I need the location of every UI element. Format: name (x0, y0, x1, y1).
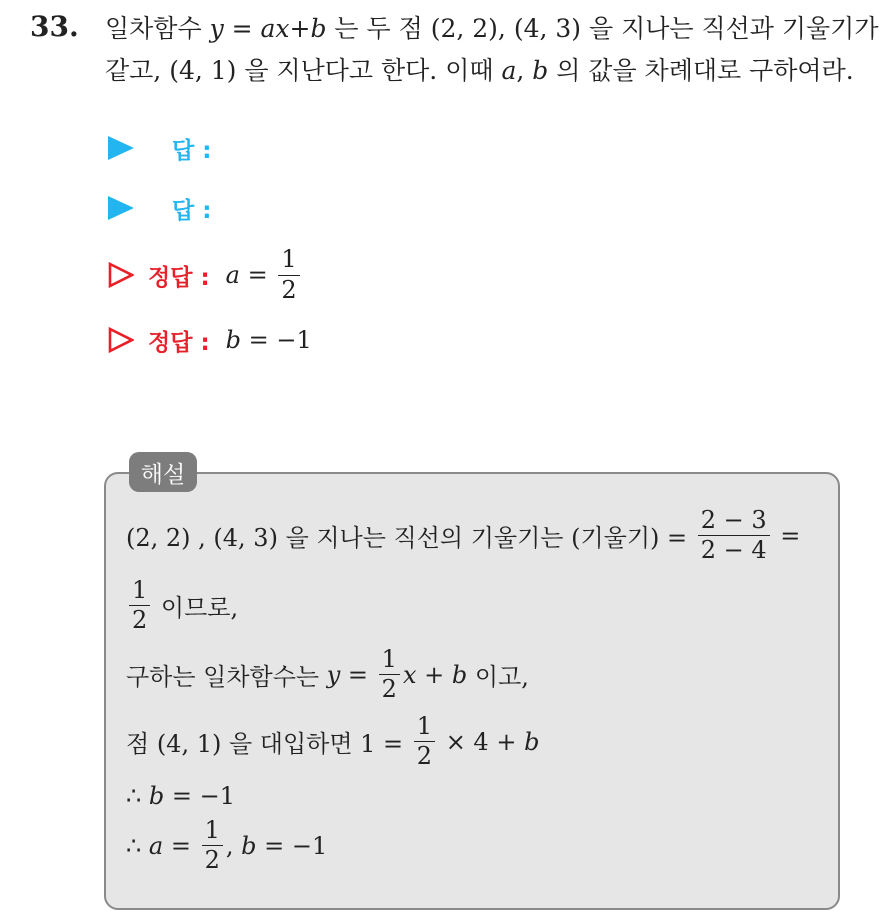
solution-line-5 (126, 782, 235, 810)
fraction (129, 578, 150, 633)
answer-label: 답 : (172, 137, 212, 164)
equals: = (239, 261, 276, 289)
solution-line-3 (126, 647, 529, 702)
question-text: 일차함수 (105, 14, 210, 43)
outline-triangle-icon (108, 262, 134, 288)
denominator: 2 (381, 675, 397, 704)
question-text-line-1 (105, 16, 878, 41)
solution-line-1 (126, 508, 800, 563)
numerator: 1 (379, 647, 400, 675)
equals: = (163, 831, 199, 860)
numerator: 1 (129, 578, 150, 606)
solution-text: 구하는 일차함수는 (126, 663, 327, 692)
question-text-line-2 (105, 58, 854, 83)
correct-answer-b (108, 320, 312, 360)
denominator: 2 − 4 (700, 536, 767, 565)
filled-triangle-icon (108, 196, 134, 220)
question-text: 같고, (4, 1) 을 지난다고 한다. 이때 (105, 56, 502, 85)
equals: = (772, 521, 801, 550)
question-text: 의 값을 차례대로 구하여라. (548, 56, 854, 85)
denominator: 2 (416, 742, 433, 771)
numerator: 2 − 3 (698, 508, 770, 536)
numerator: 1 (414, 714, 435, 742)
var-b: b (225, 326, 242, 354)
answer-a-value (226, 247, 303, 302)
numerator: 1 (202, 818, 223, 846)
denominator: 2 (281, 275, 297, 304)
denominator: 2 (204, 846, 220, 875)
fraction (278, 247, 299, 302)
filled-triangle-icon (108, 136, 134, 160)
comma: , (225, 831, 242, 860)
outline-triangle-icon (108, 327, 134, 353)
var-a: a (225, 261, 240, 289)
correct-answer-label: 정답 : (148, 329, 210, 356)
equals: = (340, 660, 376, 689)
answer-blank-1[interactable] (108, 128, 211, 168)
answer-b-value (226, 326, 312, 354)
question-number: 33. (30, 10, 79, 43)
plus: + (416, 660, 452, 689)
var-b: b (524, 727, 540, 756)
therefore-symbol: ∴ (126, 831, 149, 860)
solution-text: = −1 (164, 782, 236, 810)
correct-answer-label: 정답 : (148, 264, 210, 291)
solution-text: = −1 (256, 831, 328, 860)
numerator: 1 (278, 247, 299, 275)
fraction (202, 818, 223, 873)
solution-text: 이고, (467, 663, 529, 692)
answer-label: 답 : (172, 197, 212, 224)
solution-text: × 4 + (438, 727, 525, 756)
var-b: b (241, 831, 257, 860)
function-expression: y = ax+b (209, 14, 327, 43)
fraction (414, 714, 435, 769)
solution-text: 점 (4, 1) 을 대입하면 1 = (126, 730, 411, 759)
var-a: a (501, 56, 517, 85)
var-a: a (148, 831, 164, 860)
solution-line-6 (126, 818, 327, 873)
therefore-symbol: ∴ (126, 782, 149, 810)
solution-text: (2, 2) , (4, 3) 을 지나는 직선의 기울기는 (기울기) = (126, 524, 695, 553)
equals: = −1 (241, 326, 312, 354)
var-b: b (148, 782, 165, 810)
question-text: 는 두 점 (2, 2), (4, 3) 을 지나는 직선과 기울기가 (326, 14, 879, 43)
solution-tag: 해설 (129, 452, 197, 492)
solution-line-2 (126, 578, 238, 633)
question-text: , (516, 56, 533, 85)
answer-blank-2[interactable] (108, 188, 211, 228)
correct-answer-a (108, 245, 303, 304)
var-b: b (451, 660, 468, 689)
fraction (698, 508, 770, 563)
solution-text: 이므로, (153, 594, 239, 623)
fraction (379, 647, 400, 702)
var-y: y (326, 660, 341, 689)
solution-line-4 (126, 714, 539, 769)
var-x: x (402, 660, 417, 689)
var-b: b (532, 56, 549, 85)
denominator: 2 (132, 606, 148, 635)
